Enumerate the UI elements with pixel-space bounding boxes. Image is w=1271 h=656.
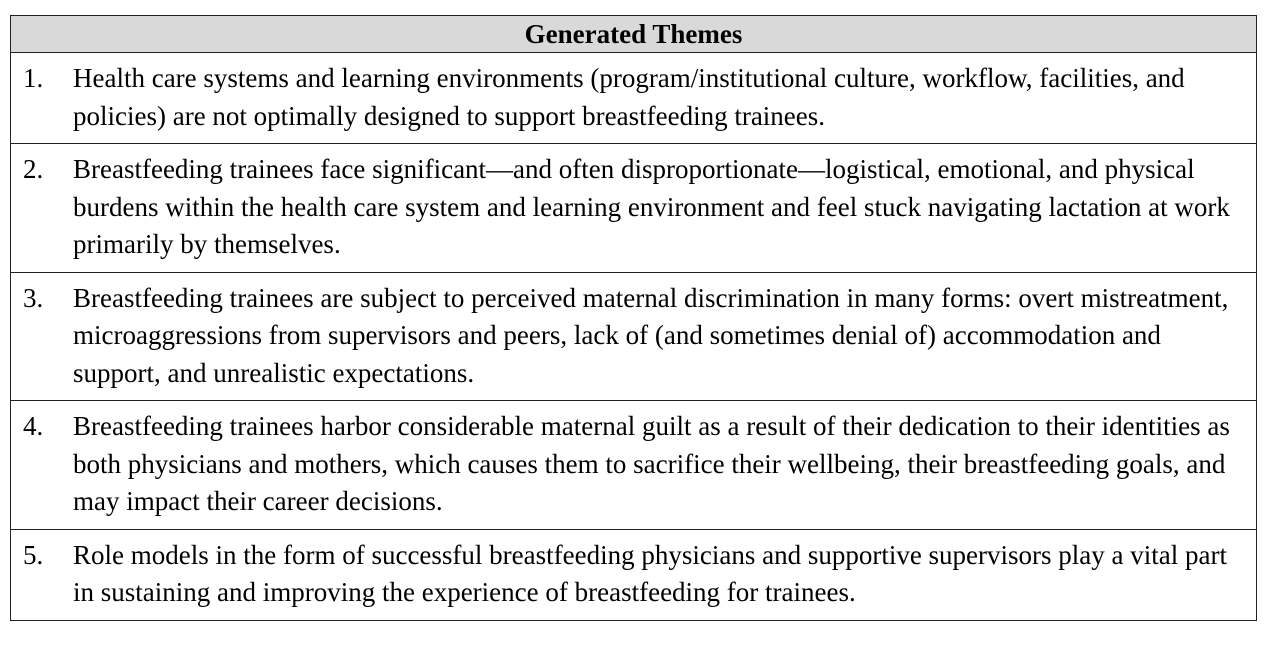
theme-cell xyxy=(11,53,1257,144)
theme-number: 4. xyxy=(23,411,44,441)
theme-item xyxy=(23,280,1248,393)
table-row xyxy=(11,401,1257,530)
generated-themes-table xyxy=(10,15,1257,621)
theme-item xyxy=(23,537,1248,612)
table-row xyxy=(11,272,1257,401)
theme-text: Breastfeeding trainees are subject to perceived maternal discrimination in many forms: overt mistreatment, microaggressions from supervisors and peers, lack of (and sometimes denial of) accommodation and support, and unrealistic expectations. xyxy=(73,282,1229,388)
theme-text: Health care systems and learning environments (program/institutional culture, workflow, facilities, and policies) are not optimally designed to support breastfeeding trainees. xyxy=(73,63,1185,131)
theme-number: 2. xyxy=(23,154,44,184)
theme-text: Role models in the form of successful breastfeeding physicians and supportive supervisors play a vital part in sustaining and improving the experience of breastfeeding for trainees. xyxy=(73,539,1227,607)
theme-number: 3. xyxy=(23,282,44,313)
theme-number: 5. xyxy=(23,539,44,570)
table-row xyxy=(11,53,1257,144)
theme-text: Breastfeeding trainees harbor considerable maternal guilt as a result of their dedication to their identities as both physicians and mothers, which causes them to sacrifice their wellbeing, their breastfeeding goals, and may impact their career decisions. xyxy=(73,411,1230,516)
table-header-row xyxy=(11,16,1257,53)
theme-item xyxy=(23,408,1248,521)
theme-number: 1. xyxy=(23,63,44,93)
theme-cell xyxy=(11,272,1257,401)
theme-item xyxy=(23,151,1248,264)
theme-item xyxy=(23,60,1248,135)
table-row xyxy=(11,144,1257,273)
table-row xyxy=(11,529,1257,620)
theme-cell xyxy=(11,529,1257,620)
theme-cell xyxy=(11,401,1257,530)
table-header: Generated Themes xyxy=(11,16,1257,53)
theme-text: Breastfeeding trainees face significant—and often disproportionate—logistical, emotional, and physical burdens within the health care system and learning environment and feel stuck navigating lactation at work primarily by themselves. xyxy=(73,154,1230,259)
theme-cell xyxy=(11,144,1257,273)
